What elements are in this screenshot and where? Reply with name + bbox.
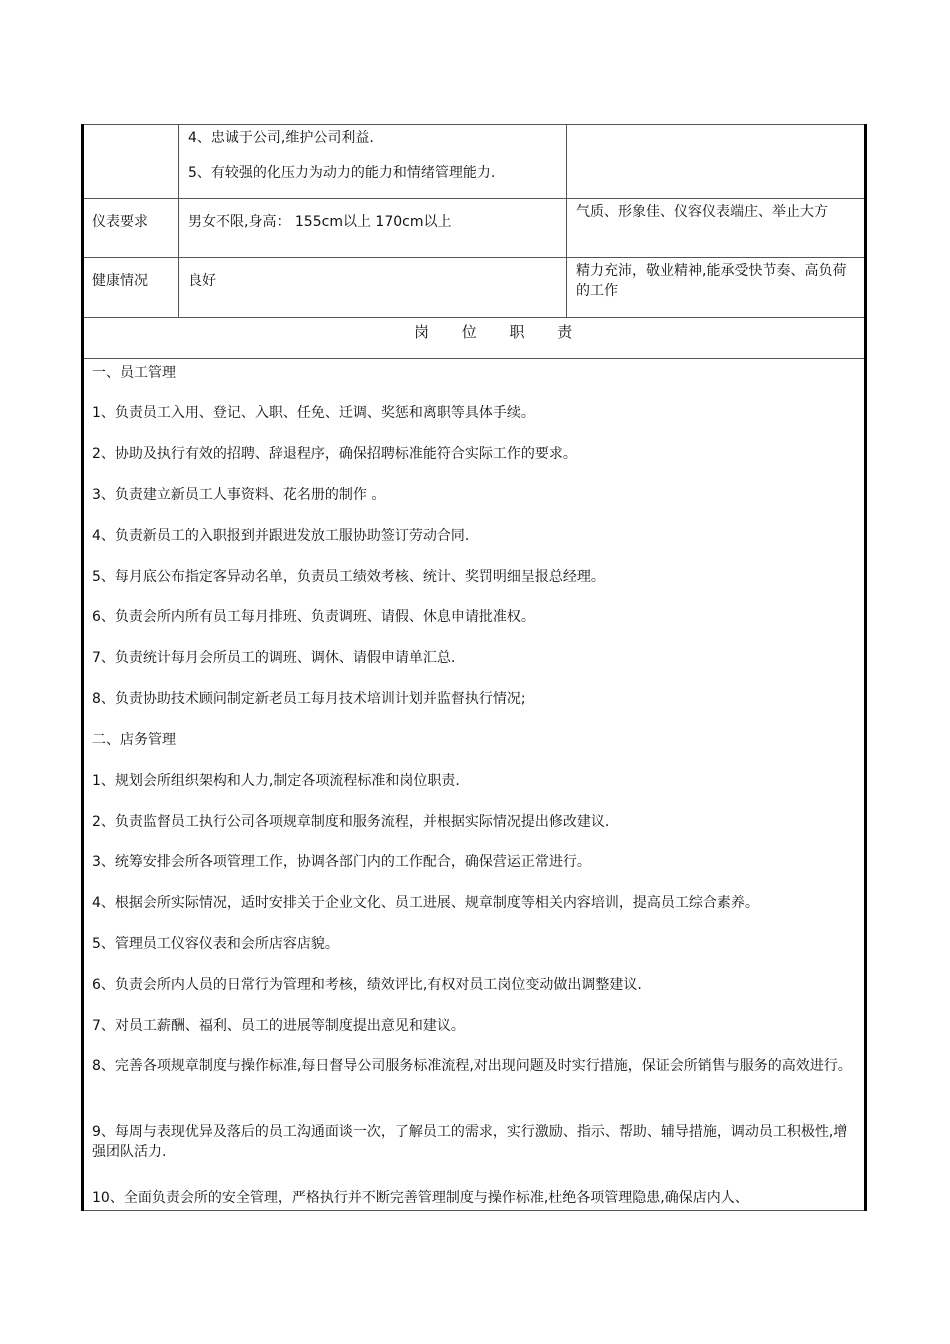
row-divider (84, 317, 864, 318)
list-item: 1、规划会所组织架构和人力,制定各项流程标准和岗位职责. (92, 773, 460, 789)
list-item: 8、完善各项规章制度与操作标准,每日督导公司服务标准流程,对出现问题及时实行措施，保证会所销售与服务的高效进行。 (92, 1058, 852, 1074)
health-requirement: 良好 (188, 273, 216, 289)
list-item: 3、统筹安排会所各项管理工作，协调各部门内的工作配合，确保营运正常进行。 (92, 854, 591, 870)
row-divider (84, 198, 864, 199)
list-item: 2、协助及执行有效的招聘、辞退程序，确保招聘标准能符合实际工作的要求。 (92, 446, 577, 462)
list-item: 9、每周与表现优异及落后的员工沟通面谈一次，了解员工的需求，实行激励、指示、帮助、辅导措施，调动员工积极性,增强团队活力. (92, 1124, 848, 1160)
duties-title: 岗 位 职 责 (414, 323, 587, 341)
list-item: 10、全面负责会所的安全管理，严格执行并不断完善管理制度与操作标准,杜绝各项管理隐患,确保店内人、 (92, 1190, 749, 1206)
list-item: 6、负责会所内人员的日常行为管理和考核，绩效评比,有权对员工岗位变动做出调整建议. (92, 977, 642, 993)
section-heading: 二、店务管理 (92, 732, 176, 748)
health-label: 健康情况 (92, 273, 148, 289)
qualification-item-4: 4、忠诚于公司,维护公司利益. (188, 130, 374, 146)
list-item: 6、负责会所内所有员工每月排班、负责调班、请假、休息申请批准权。 (92, 609, 535, 625)
row-divider (84, 257, 864, 258)
list-item: 3、负责建立新员工人事资料、花名册的制作 。 (92, 487, 386, 503)
row-divider (84, 124, 864, 125)
appearance-note: 气质、形象佳、仪容仪表端庄、举止大方 (576, 204, 828, 220)
list-item: 7、对员工薪酬、福利、员工的进展等制度提出意见和建议。 (92, 1018, 465, 1034)
list-item: 4、负责新员工的入职报到并跟进发放工服协助签订劳动合同. (92, 528, 470, 544)
col-divider (178, 124, 179, 317)
health-note: 精力充沛，敬业精神,能承受快节奏、高负荷的工作 (576, 263, 847, 299)
row-divider (84, 358, 864, 359)
col-divider (566, 124, 567, 317)
list-item: 2、负责监督员工执行公司各项规章制度和服务流程，并根据实际情况提出修改建议. (92, 814, 610, 830)
section-heading: 一、员工管理 (92, 365, 176, 381)
list-item: 7、负责统计每月会所员工的调班、调休、请假申请单汇总. (92, 650, 456, 666)
row-divider (84, 1210, 864, 1211)
list-item: 4、根据会所实际情况，适时安排关于企业文化、员工进展、规章制度等相关内容培训，提高员工综合素养。 (92, 895, 759, 911)
list-item: 5、管理员工仪容仪表和会所店容店貌。 (92, 936, 339, 952)
list-item: 5、每月底公布指定客异动名单，负责员工绩效考核、统计、奖罚明细呈报总经理。 (92, 569, 605, 585)
list-item: 8、负责协助技术顾问制定新老员工每月技术培训计划并监督执行情况; (92, 691, 526, 707)
appearance-requirement: 男女不限,身高： 155cm以上 170cm以上 (188, 214, 452, 230)
qualification-item-5: 5、有较强的化压力为动力的能力和情绪管理能力. (188, 165, 496, 181)
appearance-label: 仪表要求 (92, 214, 148, 230)
list-item: 1、负责员工入用、登记、入职、任免、迁调、奖惩和离职等具体手续。 (92, 405, 535, 421)
